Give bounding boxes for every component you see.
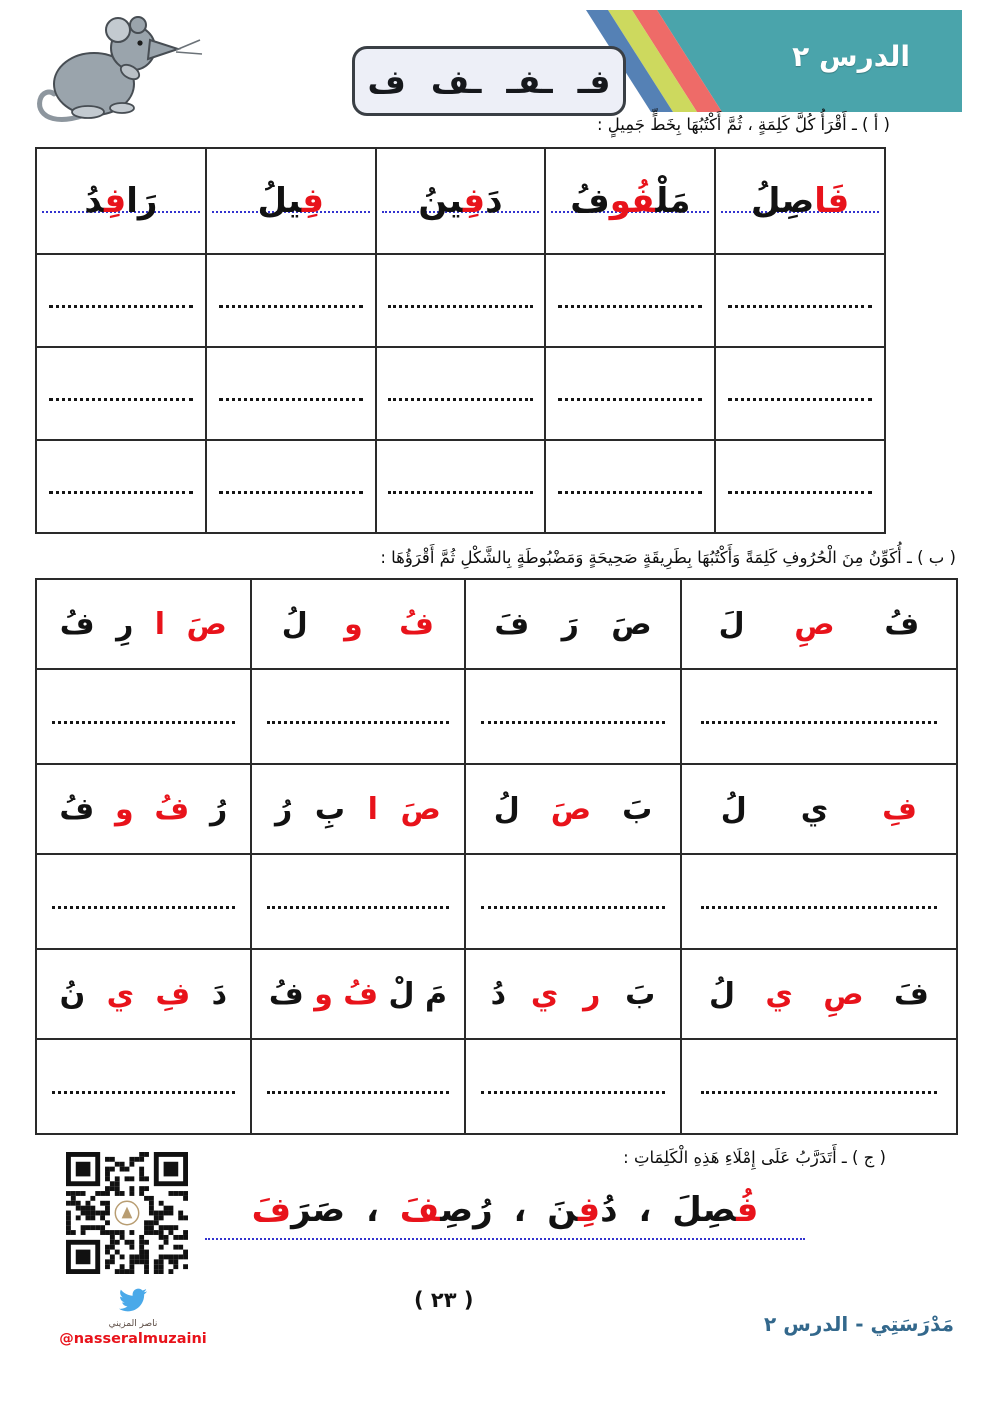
answer-cell[interactable] [715,347,885,440]
model-word [257,181,324,221]
letter-forms-box [352,46,626,116]
letter: و [344,606,363,642]
letter: صَ [186,606,227,642]
answer-line[interactable] [388,398,532,401]
dict-text: دُ [600,1190,618,1230]
answer-cell[interactable] [681,854,957,949]
letter: لُ [493,791,520,827]
letters-cell [465,949,681,1039]
letters-cell [251,949,466,1039]
letter-form-medial: ـفـ [506,61,553,101]
letter: فُ [268,976,304,1012]
answer-row [36,1039,957,1134]
answer-line[interactable] [52,721,235,724]
word-text: صِلُ [750,181,815,221]
mouse-clipart-icon [30,10,205,128]
dictation-word [547,1190,617,1230]
answer-cell[interactable] [545,440,715,533]
dictation-word [252,1190,346,1230]
answer-cell[interactable] [251,1039,466,1134]
model-word-cell [715,148,885,254]
model-word [570,181,691,221]
dict-text: ‍نَ [547,1190,578,1230]
forming-table-body [36,579,957,1134]
answer-cell[interactable] [36,854,251,949]
answer-cell[interactable] [36,254,206,347]
dict-highlight: فُ‍ [736,1190,759,1230]
letters-cell [681,949,957,1039]
answer-line[interactable] [481,1091,665,1094]
dict-text: رُصِ‍ [440,1190,493,1230]
word-text: رَا [126,181,158,221]
dictation-word [400,1190,493,1230]
answer-cell[interactable] [715,440,885,533]
letter: مَ [425,976,447,1012]
answer-line[interactable] [728,305,872,308]
answer-line[interactable] [49,305,193,308]
letter: نُ [59,976,86,1012]
letter: لْ [388,976,415,1012]
letter: فُ [399,606,435,642]
letter: فُ [59,606,95,642]
answer-line[interactable] [219,305,363,308]
model-word [84,181,158,221]
answer-line[interactable] [219,491,363,494]
answer-line[interactable] [49,491,193,494]
answer-line[interactable] [52,906,235,909]
letter-form-initial: فـ [577,61,611,101]
word-highlight: فِ‍ [301,181,324,221]
letters-cell [251,579,466,669]
qr-finder-bottom [66,1240,100,1274]
letter: صَ [400,791,441,827]
word-text: دَ [485,181,503,221]
twitter-name: ناصر المزيني [108,1319,158,1329]
letter: رَ [561,606,579,642]
word-highlight: فِ‍ [103,181,127,221]
letter: صَ [550,791,592,827]
letters-row [36,579,957,669]
letter: فِ [882,791,918,827]
answer-line[interactable] [388,305,532,308]
answer-line[interactable] [481,721,665,724]
copy-row [36,254,885,347]
letter: صِ [794,606,835,642]
dict-text: ‍صِلَ [672,1190,737,1230]
letter: ا [367,791,378,827]
letter: ا [154,606,166,642]
answer-line[interactable] [267,1091,450,1094]
answer-cell[interactable] [36,1039,251,1134]
answer-line[interactable] [558,398,702,401]
model-word-cell [36,148,206,254]
letter: فُ [59,791,95,827]
letter: رُ [209,791,228,827]
dict-highlight: فَ [251,1190,292,1230]
word-separator: ، [354,1190,391,1230]
word-text: ‍دُ [84,181,104,221]
dict-highlight: فِ‍ [577,1190,601,1230]
letter: ي [530,976,559,1012]
letter: لَ [718,606,745,642]
word-highlight: ‍فُو [609,181,656,221]
instruction-c: ( ج ) ـ أَتَدَرَّبُ عَلَى إِمْلَاءِ هَذِهِ الْكَلِمَاتِ : [623,1148,886,1167]
twitter-info [58,1286,208,1347]
dictation-line [205,1180,805,1268]
dictation-words [205,1190,805,1230]
answer-cell[interactable] [251,854,466,949]
answer-cell[interactable] [36,669,251,764]
letter: فَ [893,976,929,1012]
word-text: ‍يلُ [257,181,302,221]
answer-line[interactable] [267,721,450,724]
letter: رُ [274,791,293,827]
answer-cell[interactable] [376,347,546,440]
answer-line[interactable] [558,491,702,494]
letter: بَ [625,976,656,1012]
lesson-badge: الدرس ٢ [792,40,910,73]
answer-line[interactable] [728,491,872,494]
page-number: ( ٢٣ ) [414,1288,474,1312]
answer-cell[interactable] [206,347,376,440]
answer-cell[interactable] [36,440,206,533]
letter: لُ [281,606,308,642]
twitter-handle: @nasseralmuzaini [59,1331,207,1347]
answer-cell[interactable] [36,347,206,440]
model-word-cell [545,148,715,254]
letter: بَ [622,791,653,827]
letters-row [36,949,957,1039]
answer-cell[interactable] [681,1039,957,1134]
answer-cell[interactable] [251,669,466,764]
answer-line[interactable] [49,398,193,401]
letter: فُ [884,606,920,642]
answer-row [36,669,957,764]
letter: ي [800,791,829,827]
letters-cell [36,579,251,669]
answer-line[interactable] [388,491,532,494]
answer-line[interactable] [267,906,450,909]
model-words-row [36,148,885,254]
model-word [418,181,503,221]
twitter-bird-icon [116,1286,150,1314]
book-footer-label: مَدْرَسَتِي - الدرس ٢ [764,1312,954,1336]
word-highlight: فَا [814,181,850,221]
letters-cell [465,764,681,854]
dictation-word [672,1190,758,1230]
letters-cell [36,949,251,1039]
instruction-b: ( ب ) ـ أُكَوِّنُ مِنَ الْحُرُوفِ كَلِمَةً وَأَكْتُبُهَا بِطَرِيقَةٍ صَحِيحَةٍ وَمَضْبُوطَةٍ بِالشَّكْلِ ثُمَّ أَقْرَؤُهَا : [380,548,956,567]
word-forming-table [35,578,958,1135]
model-word-cell [206,148,376,254]
answer-line[interactable] [701,721,937,724]
model-word [750,181,850,221]
answer-cell[interactable] [376,440,546,533]
letter: بِ [314,791,346,827]
copy-row [36,347,885,440]
letter: صَ [611,606,652,642]
word-separator: ، [626,1190,664,1230]
letter: دُ [490,976,507,1012]
letter-form-isolated: ف [367,61,406,101]
copy-rows-body [36,254,885,533]
letter: فِ [155,976,191,1012]
word-text: ‍ينُ [418,181,463,221]
word-text: مَلْ‍ [655,181,691,221]
qr-finder-top-left [154,1152,188,1186]
answer-cell[interactable] [206,254,376,347]
dictation-baseline [205,1238,805,1240]
letter: ي [765,976,793,1012]
instruction-a: ( أ ) ـ أَقْرَأُ كُلَّ كَلِمَةٍ ، ثُمَّ أَكْتُبُهَا بِخَطٍّ جَمِيلٍ : [596,115,890,134]
letter: و [115,791,134,827]
reading-practice-table [35,147,886,534]
letter: فُ [154,791,190,827]
dict-text: صَرَ [291,1190,346,1230]
letter: دَ [211,976,227,1012]
letter: رِ [116,606,134,642]
word-text: فُ [570,181,610,221]
copy-row [36,440,885,533]
answer-line[interactable] [558,305,702,308]
letters-cell [681,764,957,854]
answer-cell[interactable] [715,254,885,347]
answer-cell[interactable] [465,1039,681,1134]
answer-line[interactable] [52,1091,235,1094]
answer-cell[interactable] [545,254,715,347]
header-band [345,10,962,112]
answer-cell[interactable] [681,669,957,764]
letter: فَ [494,606,530,642]
letter: صِ [823,976,864,1012]
answer-row [36,854,957,949]
dict-highlight: ‍فَ [399,1190,441,1230]
letter: ي [106,976,135,1012]
answer-cell[interactable] [376,254,546,347]
letter: ر [583,976,601,1012]
word-highlight: فِ‍ [462,181,486,221]
reading-table-body [36,148,885,254]
model-word-cell [376,148,546,254]
letter: فُ [343,976,379,1012]
answer-line[interactable] [481,906,665,909]
answer-line[interactable] [701,1091,937,1094]
answer-line[interactable] [701,906,937,909]
letters-cell [251,764,466,854]
answer-cell[interactable] [465,854,681,949]
letter: و [314,976,333,1012]
letter: لُ [708,976,735,1012]
answer-line[interactable] [728,398,872,401]
letters-cell [465,579,681,669]
answer-line[interactable] [219,398,363,401]
answer-cell[interactable] [465,669,681,764]
answer-cell[interactable] [545,347,715,440]
qr-finder-top-right [66,1152,100,1186]
qr-code [66,1152,188,1274]
answer-cell[interactable] [206,440,376,533]
letter: لُ [720,791,747,827]
letters-row [36,764,957,854]
word-separator: ، [501,1190,539,1230]
letter-form-final: ـف [430,61,482,101]
letters-cell [681,579,957,669]
letters-cell [36,764,251,854]
